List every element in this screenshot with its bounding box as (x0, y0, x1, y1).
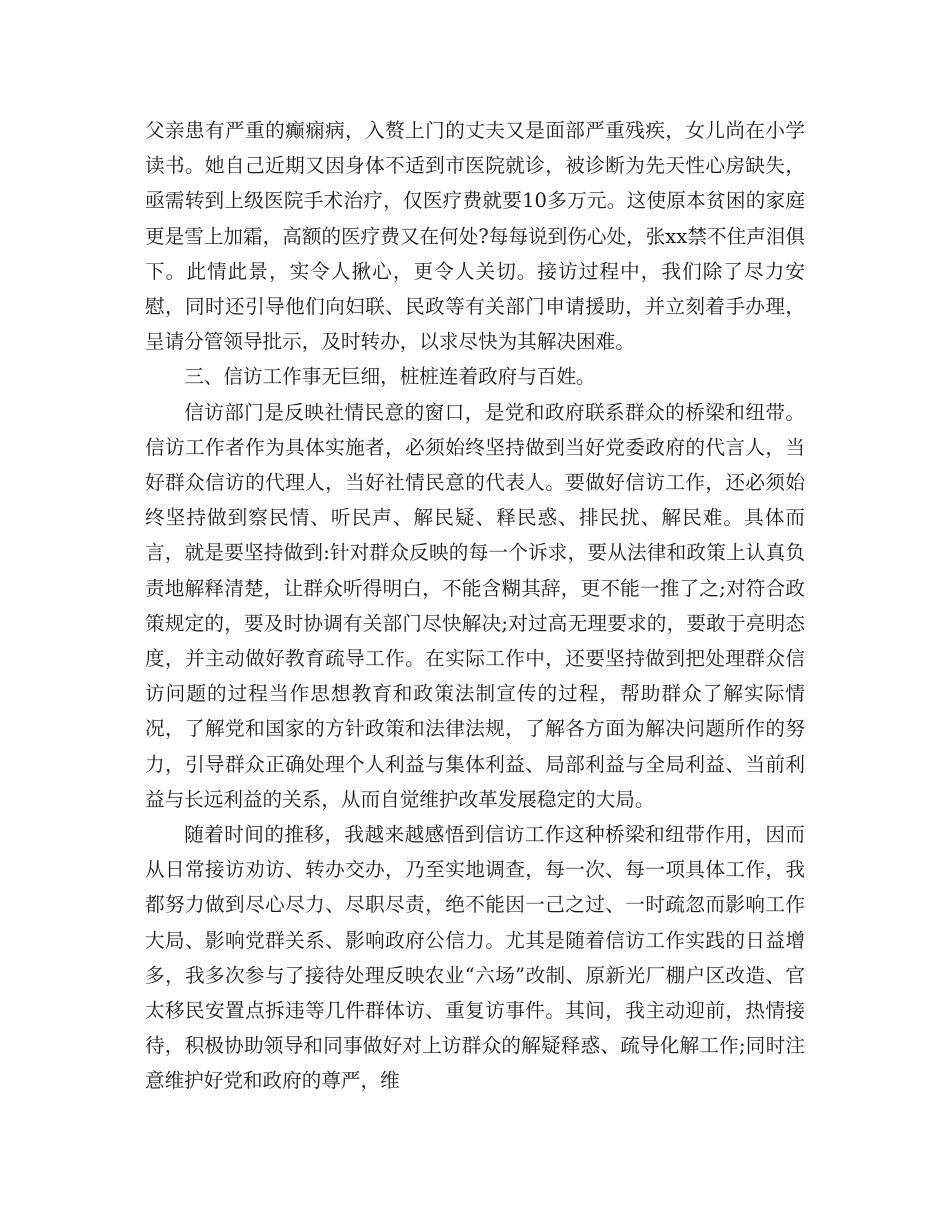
paragraph-continued: 父亲患有严重的癫痫病，入赘上门的丈夫又是面部严重残疾，女儿尚在小学读书。她自己近期又因身体不适到市医院就诊，被诊断为先天性心房缺失，亟需转到上级医院手术治疗，仅医疗费就要10多万元。这使原本贫困的家庭更是雪上加霜，高额的医疗费又在何处?每每说到伤心处，张xx禁不住声泪俱下。此情此景，实令人揪心，更令人关切。接访过程中，我们除了尽力安慰，同时还引导他们向妇联、民政等有关部门申请援助，并立刻着手办理，呈请分管领导批示，及时转办，以求尽快为其解决困难。 (145, 119, 805, 354)
paragraph: 信访部门是反映社情民意的窗口，是党和政府联系群众的桥梁和纽带。信访工作者作为具体实施者，必须始终坚持做到当好党委政府的代言人，当好群众信访的代理人，当好社情民意的代表人。要做好信访工作，还必须始终坚持做到察民情、听民声、解民疑、释民惑、排民扰、解民难。具体而言，就是要坚持做到:针对群众反映的每一个诉求，要从法律和政策上认真负责地解释清楚，让群众听得明白，不能含糊其辞，更不能一推了之;对符合政策规定的，要及时协调有关部门尽快解决;对过高无理要求的，要敢于亮明态度，并主动做好教育疏导工作。在实际工作中，还要坚持做到把处理群众信访问题的过程当作思想教育和政策法制宣传的过程，帮助群众了解实际情况，了解党和国家的方针政策和法律法规，了解各方面为解决问题所作的努力，引导群众正确处理个人利益与集体利益、局部利益与全局利益、当前利益与长远利益的关系，从而自觉维护改革发展稳定的大局。 (145, 400, 805, 811)
paragraph: 随着时间的推移，我越来越感悟到信访工作这种桥梁和纽带作用，因而从日常接访劝访、转办交办，乃至实地调查，每一次、每一项具体工作，我都努力做到尽心尽力、尽职尽责，绝不能因一己之过、一时疏忽而影响工作大局、影响党群关系、影响政府公信力。尤其是随着信访工作实践的日益增多，我多次参与了接待处理反映农业“六场”改制、原新光厂棚户区改造、官太移民安置点拆违等几件群体访、重复访事件。其间，我主动迎前，热情接待，积极协助领导和同事做好对上访群众的解疑释惑、疏导化解工作;同时注意维护好党和政府的尊严，维 (145, 823, 805, 1093)
section-heading: 三、信访工作事无巨细，桩桩连着政府与百姓。 (184, 365, 596, 389)
document-page (145, 113, 805, 1099)
